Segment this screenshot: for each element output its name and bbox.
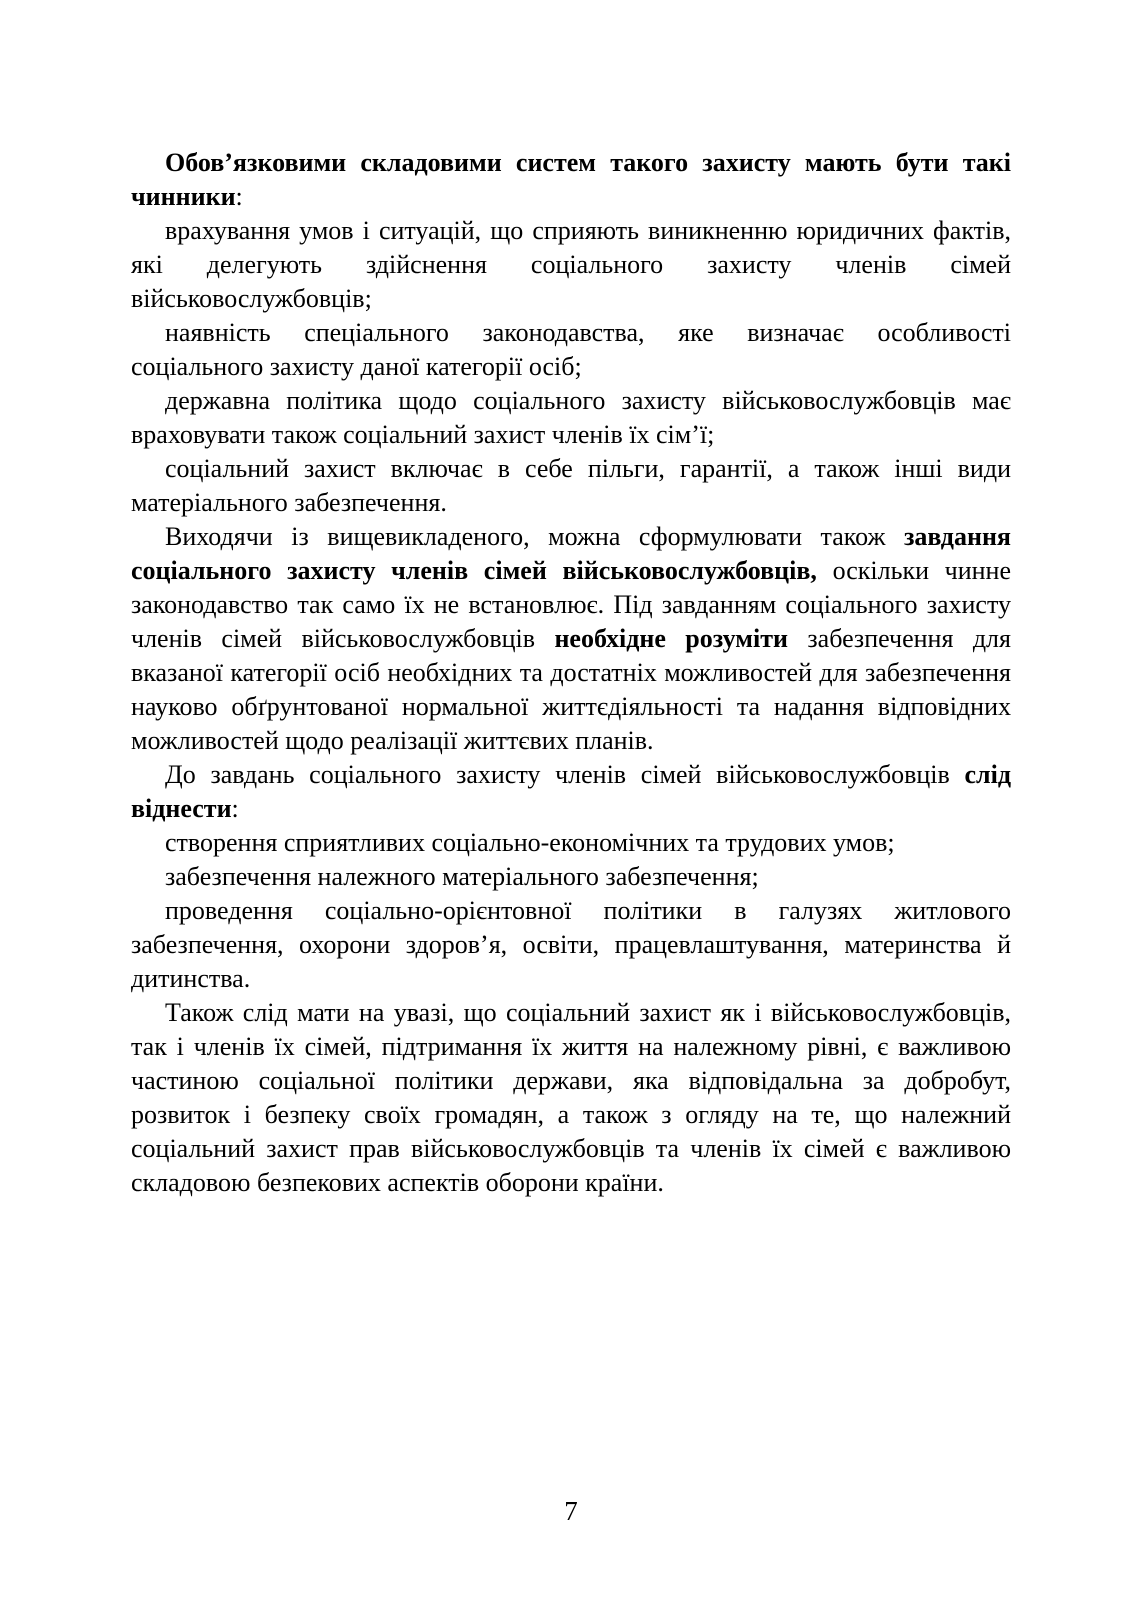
paragraph-text-bold: слід віднести xyxy=(131,760,1011,823)
paragraph xyxy=(131,826,1011,860)
paragraph xyxy=(131,214,1011,316)
paragraph-text: забезпечення належного матеріального забезпечення; xyxy=(165,862,759,891)
paragraph-text: оскільки чинне законодавство так само їх не встановлює. Під завданням соціального захисту членів сімей військовослужбовців xyxy=(131,556,1012,653)
paragraph-text: соціальний захист включає в себе пільги, гарантії, а також інші види матеріального забезпечення. xyxy=(131,454,1011,517)
paragraph-text: врахування умов і ситуацій, що сприяють виникненню юридичних фактів, які делегують здійснення соціального захисту членів сімей військовослужбовців; xyxy=(131,216,1011,313)
paragraph-text: державна політика щодо соціального захисту військовослужбовців має враховувати також соціальний захист членів їх сім’ї; xyxy=(131,386,1011,449)
paragraph xyxy=(131,520,1011,758)
paragraph xyxy=(131,758,1011,826)
paragraph xyxy=(131,452,1011,520)
paragraph-text: створення сприятливих соціально-економічних та трудових умов; xyxy=(165,828,895,857)
paragraph-text: Також слід мати на увазі, що соціальний захист як і військовослужбовців, так і членів їх сімей, підтримання їх життя на належному рівні, є важливою частиною соціальної політики держави, яка відповідальна за добробут, розвиток і безпеку своїх громадян, а також з огляду на те, що належний соціальний захист прав військовослужбовців та членів їх сімей є важливою складовою безпекових аспектів оборони країни. xyxy=(131,998,1011,1197)
paragraph-text: забезпечення для вказаної категорії осіб необхідних та достатніх можливостей для забезпечення науково обґрунтованої нормальної життєдіяльності та надання відповідних можливостей щодо реалізації життєвих планів. xyxy=(131,624,1011,755)
paragraph xyxy=(131,384,1011,452)
paragraph xyxy=(131,146,1011,214)
paragraph-text: наявність спеціального законодавства, яке визначає особливості соціального захисту даної категорії осіб; xyxy=(131,318,1011,381)
paragraph xyxy=(131,996,1011,1200)
paragraph xyxy=(131,894,1011,996)
paragraph-text-bold: Обов’язковими складовими систем такого захисту мають бути такі чинники xyxy=(131,148,1011,211)
paragraph-text-bold: завдання соціального захисту членів сімей військовослужбовців, xyxy=(131,522,1011,585)
paragraph-text: : xyxy=(235,182,243,211)
paragraph-text: проведення соціально-орієнтовної політики в галузях житлового забезпечення, охорони здоров’я, освіти, працевлаштування, материнства й дитинства. xyxy=(131,896,1011,993)
paragraph-text: : xyxy=(231,794,239,823)
paragraph xyxy=(131,860,1011,894)
paragraph-text: До завдань соціального захисту членів сімей військовослужбовців xyxy=(165,760,965,789)
page-body xyxy=(131,146,1011,1200)
paragraph xyxy=(131,316,1011,384)
page-number: 7 xyxy=(564,1496,578,1526)
paragraph-text-bold: необхідне розуміти xyxy=(554,624,788,653)
paragraph-text: Виходячи із вищевикладеного, можна сформулювати також xyxy=(165,522,904,551)
